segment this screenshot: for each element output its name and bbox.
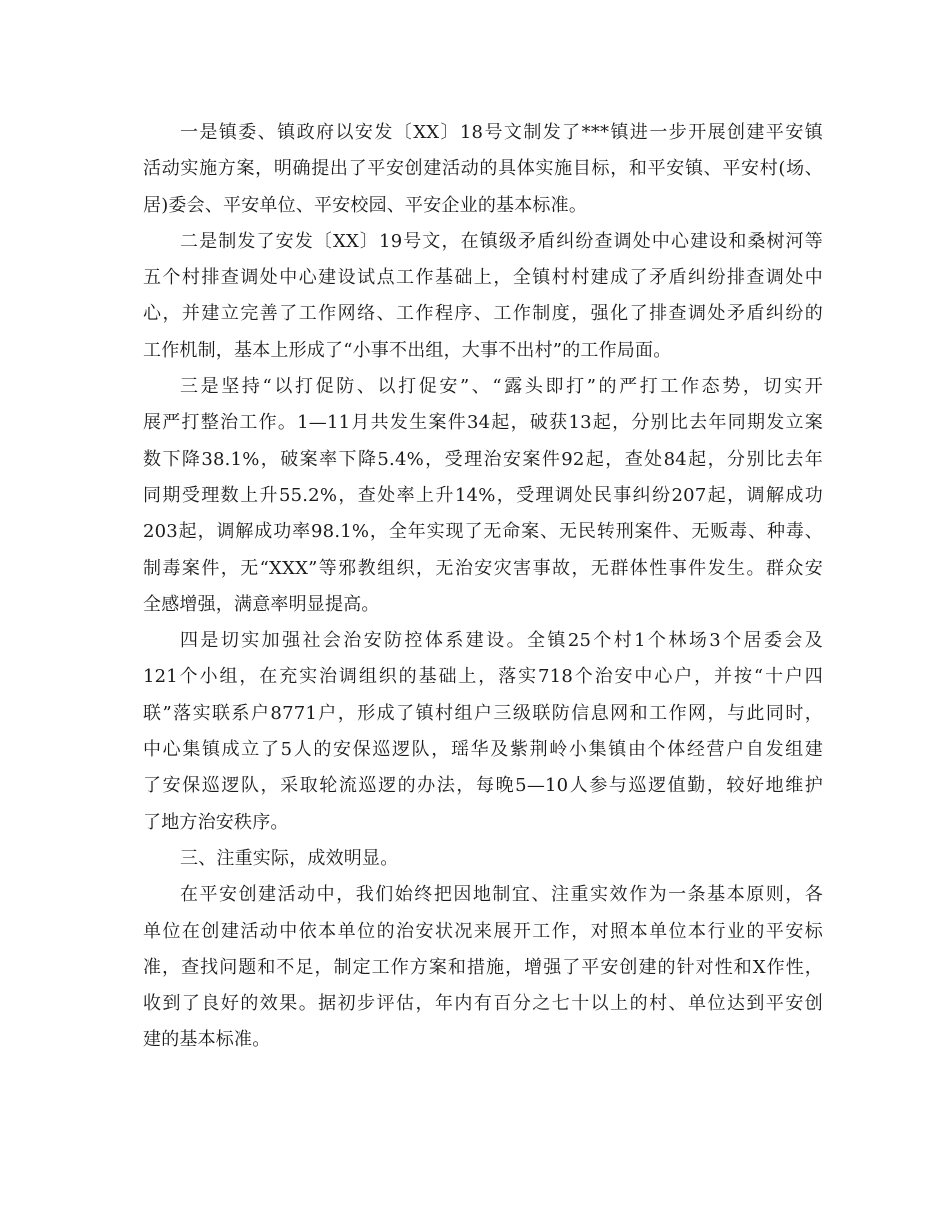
- text-line: 二是制发了安发〔XX〕19号文，在镇级矛盾纠纷查调处中心建设和桑树河等: [180, 230, 823, 252]
- text-line: 准，查找问题和不足，制定工作方案和措施，增强了平安创建的针对性和X作性，: [143, 956, 823, 978]
- paragraph-practical-results: [143, 877, 823, 1058]
- document-body: [143, 115, 823, 1059]
- text-line: 了安保巡逻队，采取轮流巡逻的办法，每晚5—10人参与巡逻值勤，较好地维护: [143, 775, 823, 797]
- text-line: 三是坚持“以打促防、以打促安”、“露头即打”的严打工作态势，切实开: [180, 376, 823, 398]
- text-line: 居)委会、平安单位、平安校园、平安企业的基本标准。: [143, 194, 588, 216]
- text-line: 121个小组，在充实治调组织的基础上，落实718个治安中心户，并按“十户四: [143, 666, 823, 688]
- text-line: 数下降38.1%，破案率下降5.4%，受理治安案件92起，查处84起，分别比去年: [143, 448, 823, 470]
- text-line: 单位在创建活动中依本单位的治安状况来展开工作，对照本单位本行业的平安标: [143, 920, 823, 942]
- text-line: 建的基本标准。: [143, 1029, 271, 1051]
- text-line: 一是镇委、镇政府以安发〔XX〕18号文制发了***镇进一步开展创建平安镇: [180, 122, 823, 143]
- text-line: 五个村排查调处中心建设试点工作基础上，全镇村村建成了矛盾纠纷排查调处中: [143, 267, 823, 289]
- text-line: 三、注重实际，成效明显。: [180, 847, 399, 869]
- text-line: 工作机制，基本上形成了“小事不出组，大事不出村”的工作局面。: [143, 339, 672, 361]
- text-line: 心，并建立完善了工作网络、工作程序、工作制度，强化了排查调处矛盾纠纷的: [143, 303, 823, 325]
- text-line: 活动实施方案，明确提出了平安创建活动的具体实施目标，和平安镇、平安村(场、: [143, 158, 823, 180]
- text-line: 全感增强，满意率明显提高。: [143, 593, 380, 615]
- text-line: 制毒案件，无“XXX”等邪教组织，无治安灾害事故，无群体性事件发生。群众安: [143, 557, 823, 579]
- text-line: 收到了良好的效果。据初步评估，年内有百分之七十以上的村、单位达到平安创: [143, 993, 823, 1015]
- text-line: 展严打整治工作。1—11月共发生案件34起，破获13起，分别比去年同期发立案: [143, 412, 823, 434]
- paragraph-dispute-mediation: [143, 224, 823, 369]
- text-line: 中心集镇成立了5人的安保巡逻队，瑶华及紫荆岭小集镇由个体经营户自发组建: [143, 739, 823, 761]
- section-heading: [143, 841, 823, 877]
- text-line: 203起，调解成功率98.1%，全年实现了无命案、无民转刑案件、无贩毒、种毒、: [143, 521, 823, 543]
- paragraph-crackdown: [143, 369, 823, 623]
- text-line: 四是切实加强社会治安防控体系建设。全镇25个村1个林场3个居委会及: [180, 630, 823, 652]
- text-line: 在平安创建活动中，我们始终把因地制宜、注重实效作为一条基本原则，各: [180, 884, 823, 906]
- paragraph-basic-standards: [143, 115, 823, 224]
- paragraph-prevention-system: [143, 623, 823, 841]
- text-line: 了地方治安秩序。: [143, 811, 289, 833]
- text-line: 联”落实联系户8771户，形成了镇村组户三级联防信息网和工作网，与此同时，: [143, 702, 823, 724]
- text-line: 同期受理数上升55.2%，查处率上升14%，受理调处民事纠纷207起，调解成功: [143, 484, 823, 506]
